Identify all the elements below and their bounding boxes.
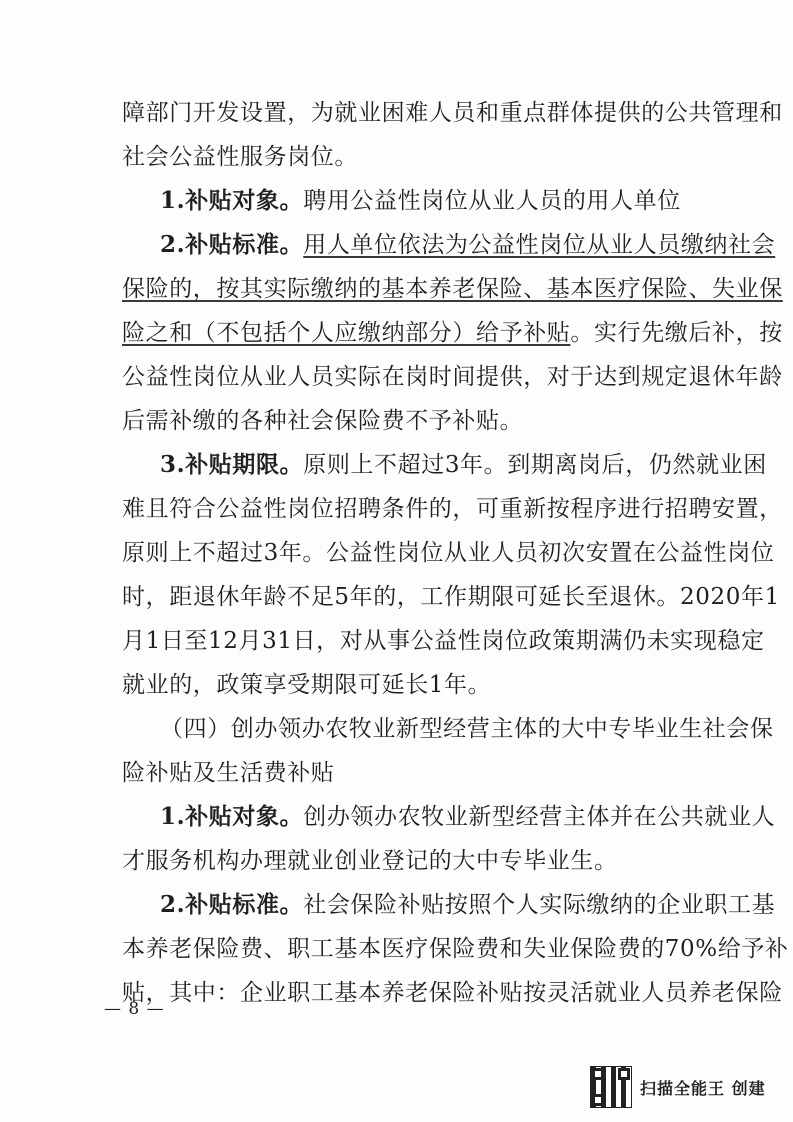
item-text: 。实行先缴后补，按 xyxy=(570,320,783,346)
text-line xyxy=(160,890,776,920)
section-heading: 险补贴及生活费补贴 xyxy=(122,760,335,786)
text-line xyxy=(122,318,783,348)
text-line: 才服务机构办理就业创业登记的大中专毕业生。 xyxy=(122,848,618,874)
text-line: 就业的，政策享受期限可延长1年。 xyxy=(122,672,492,698)
item-heading: 1.补贴对象。 xyxy=(160,187,304,214)
item-heading: 3.补贴期限。 xyxy=(160,451,304,478)
text-line xyxy=(160,802,776,832)
item-heading: 1.补贴对象。 xyxy=(160,803,304,830)
text-line: 社会公益性服务岗位。 xyxy=(122,144,358,170)
item-text: 原则上不超过3年。到期离岗后，仍然就业困 xyxy=(303,452,767,478)
text-line xyxy=(160,450,767,480)
section-heading: （四）创办领办农牧业新型经营主体的大中专毕业生社会保 xyxy=(160,716,774,742)
underlined-text: 用人单位依法为公益性岗位从业人员缴纳社会 xyxy=(303,232,776,258)
text-line: 本养老保险费、职工基本医疗保险费和失业保险费的70%给予补 xyxy=(122,936,789,962)
text-line: 时，距退休年龄不足5年的，工作期限可延长至退休。2020年1 xyxy=(122,584,780,610)
text-line xyxy=(160,230,776,260)
scanner-label: 扫描全能王 创建 xyxy=(640,1078,766,1098)
text-line: 月1日至12月31日，对从事公益性岗位政策期满仍未实现稳定 xyxy=(122,628,765,654)
text-line: 后需补缴的各种社会保险费不予补贴。 xyxy=(122,408,524,434)
text-line: 难且符合公益性岗位招聘条件的，可重新按程序进行招聘安置， xyxy=(122,496,783,522)
text-line: 公益性岗位从业人员实际在岗时间提供，对于达到规定退休年龄 xyxy=(122,364,783,390)
item-text: 社会保险补贴按照个人实际缴纳的企业职工基 xyxy=(303,892,776,918)
item-text: 聘用公益性岗位从业人员的用人单位 xyxy=(303,188,681,214)
item-heading: 2.补贴标准。 xyxy=(160,231,304,258)
underlined-text: 险之和（不包括个人应缴纳部分）给予补贴 xyxy=(122,320,571,346)
page-number: — 8 — xyxy=(104,999,165,1019)
scanner-watermark xyxy=(590,1066,766,1108)
text-line: 原则上不超过3年。公益性岗位从业人员初次安置在公益性岗位 xyxy=(122,540,775,566)
text-line: 贴，其中：企业职工基本养老保险补贴按灵活就业人员养老保险 xyxy=(122,980,783,1006)
text-line xyxy=(122,274,783,304)
item-text: 创办领办农牧业新型经营主体并在公共就业人 xyxy=(303,804,776,830)
text-line xyxy=(160,186,705,216)
text-line: 障部门开发设置，为就业困难人员和重点群体提供的公共管理和 xyxy=(122,100,783,126)
qr-code-icon xyxy=(590,1066,632,1108)
item-heading: 2.补贴标准。 xyxy=(160,891,304,918)
underlined-text: 保险的，按其实际缴纳的基本养老保险、基本医疗保险、失业保 xyxy=(122,276,783,302)
